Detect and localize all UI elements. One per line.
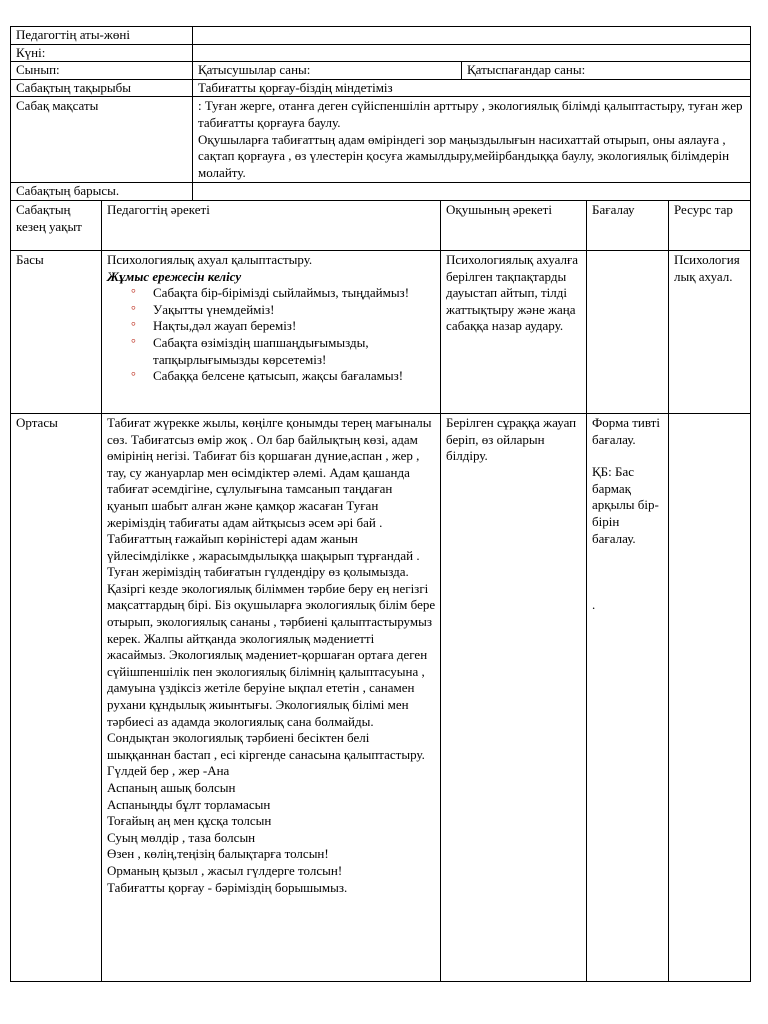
topic-row (11, 79, 751, 97)
poem-line: Тоғайың аң мен құсқа толсын (107, 813, 272, 829)
stage-middle-row (11, 413, 751, 981)
rule-item: ° Нақты,дәл жауап береміз! (131, 318, 297, 334)
rules-title: Жұмыс ережесін келісу (107, 268, 242, 284)
teacher-activity (102, 250, 441, 413)
swirl-bullet-icon: ° (131, 286, 136, 301)
resources-cell (669, 413, 751, 981)
absent-label: Қатыспағандар саны: (462, 62, 751, 80)
stage-name: Басы (11, 250, 102, 413)
poem-line: Орманың қызыл , жасыл гүлдерге толсын! (107, 862, 343, 878)
assessment-peer: ҚБ: Бас бармақ арқылы бір-бірін бағалау. (592, 464, 659, 546)
assessment-cell (587, 250, 669, 413)
student-activity: Психологиялық ахуалға берілген тақпақтарды дауыстап айтып, тілді жаттықтыру және жаңа сабаққа назар аудару. (441, 250, 587, 413)
teacher-label: Педагогтің аты-жөні (11, 27, 193, 45)
columns-row (11, 201, 751, 251)
topic-label: Сабақтың тақырыбы (11, 79, 193, 97)
progress-row (11, 183, 751, 201)
poem-line: Табиғатты қорғау - бәріміздің борышымыз. (107, 879, 348, 895)
teacher-intro: Психологиялық ахуал қалыптастыру. (107, 251, 313, 267)
swirl-bullet-icon: ° (131, 335, 136, 350)
present-label: Қатысушылар саны: (193, 62, 462, 80)
teacher-paragraph: Табиғат жүрекке жылы, көңілге қонымды терең мағыналы сөз. Табиғатсыз өмір жоқ . Ол бар байлықтың көзі, адам өмірінің негізі. Табиғат біз қоршаған дүние,аспан , жер , тау, су жануарлар мен өсімдіктер әлемі. Адам қашанда табиғат әсемдігіне, сұлулығына тамсанып таңдаған қуанып шабыт алған және қамқор жасаған Туған жеріміздің табиғаты адам айтқысыз әсем әрі бай . Табиғаттың ғажайып көріністері адам жанын үйлесімділікке , жарасымдылыққа шақырып тұрғандай . Туған жеріміздің табиғатын гүлдендіру өз қолымызда. (107, 414, 432, 580)
lesson-stages-table (10, 201, 751, 982)
class-row (11, 62, 751, 80)
rule-item: ° Сабақта бір-бірімізді сыйлаймыз, тыңдаймыз! (131, 285, 410, 301)
poem-line: Гүлдей бер , жер -Ана (107, 763, 230, 779)
teacher-activity (102, 413, 441, 981)
rule-item: ° Сабақта өзіміздің шапшаңдығымызды, тапқырлығымызды көрсетеміз! (131, 334, 369, 367)
student-activity: Берілген сұраққа жауап беріп, өз ойларын білдіру. (441, 413, 587, 981)
goal-label: Сабақ мақсаты (11, 97, 193, 183)
poem-line: Аспаныңды бұлт торламасын (107, 796, 271, 812)
lesson-plan-document (10, 26, 750, 982)
resources-cell: Психологиялық ахуал. (669, 250, 751, 413)
column-assessment: Бағалау (587, 201, 669, 251)
goal-paragraph: : Туған жерге, отанға деген сүйіспеншілін арттыру , экологиялық білімді қалыптастыру, туған жер табиғатты қорғауға баулу. (198, 98, 743, 130)
swirl-bullet-icon: ° (131, 302, 136, 317)
rules-list (107, 285, 436, 385)
teacher-row (11, 27, 751, 45)
poem-line: Аспаның ашық болсын (107, 780, 236, 795)
topic-value: Табиғатты қорғау-біздің міндетіміз (193, 79, 751, 97)
poem-line: Суың мөлдір , таза болсын (107, 829, 256, 845)
date-row (11, 44, 751, 62)
assessment-cell (587, 413, 669, 981)
goal-paragraph: Оқушыларға табиғаттың адам өміріндегі зор маңыздылығын насихаттай отырып, оны аялауға , сақтап қорғауға , өз үлестерін қосуға жамылдыру,мейірбандыққа баулу, экологиялық білімдерін молайту. (198, 131, 730, 180)
goal-row (11, 97, 751, 183)
swirl-bullet-icon: ° (131, 319, 136, 334)
swirl-bullet-icon: ° (131, 369, 136, 384)
date-label: Күні: (11, 44, 193, 62)
assessment-dot: . (592, 597, 596, 613)
poem-line: Өзен , көлің,теңізің балықтарға толсын! (107, 846, 329, 862)
lesson-header-table (10, 26, 751, 201)
stage-beginning-row (11, 250, 751, 413)
goal-value (193, 97, 751, 183)
column-stage: Сабақтың кезең уақыт (11, 201, 102, 251)
class-label: Сынып: (11, 62, 193, 80)
teacher-paragraph: Қазіргі кезде экологиялық біліммен тәрбие беру ең негізгі мақсаттардың бірі. Біз оқушыларға экологиялық білім бере отырып, экологиялық сананы , тәрбиені қалыптастырумыз керек. Жалпы айтқанда экологиялық мәдениетті жасаймыз. Экологиялық мәдениет-қоршаған ортаға деген сүйішпеншілік пен экологиялық білімнің қалыптасуына , дамуына үздіксіз жетіле беруіне ықпал ететін , санамен рухани құндылық жиынтығы. Экологиялық білімі мен тәрбиесі аз адамда экологиялық сана болмайды. Сондықтан экологиялық тәрбиені бесіктен белі шыққаннан бастап , есі кіргенде санасына қалыптастыру. (107, 580, 436, 762)
column-resources: Ресурс тар (669, 201, 751, 251)
progress-label: Сабақтың барысы. (11, 183, 193, 201)
column-student: Оқушының әрекеті (441, 201, 587, 251)
rule-item: ° Сабаққа белсене қатысып, жақсы бағаламыз! (131, 368, 404, 384)
assessment-formative: Форма тивті бағалау. (592, 414, 660, 447)
date-value (193, 44, 751, 62)
stage-name: Ортасы (11, 413, 102, 981)
rule-item: ° Уақытты үнемдейміз! (131, 301, 275, 317)
teacher-value (193, 27, 751, 45)
column-teacher: Педагогтің әрекеті (102, 201, 441, 251)
